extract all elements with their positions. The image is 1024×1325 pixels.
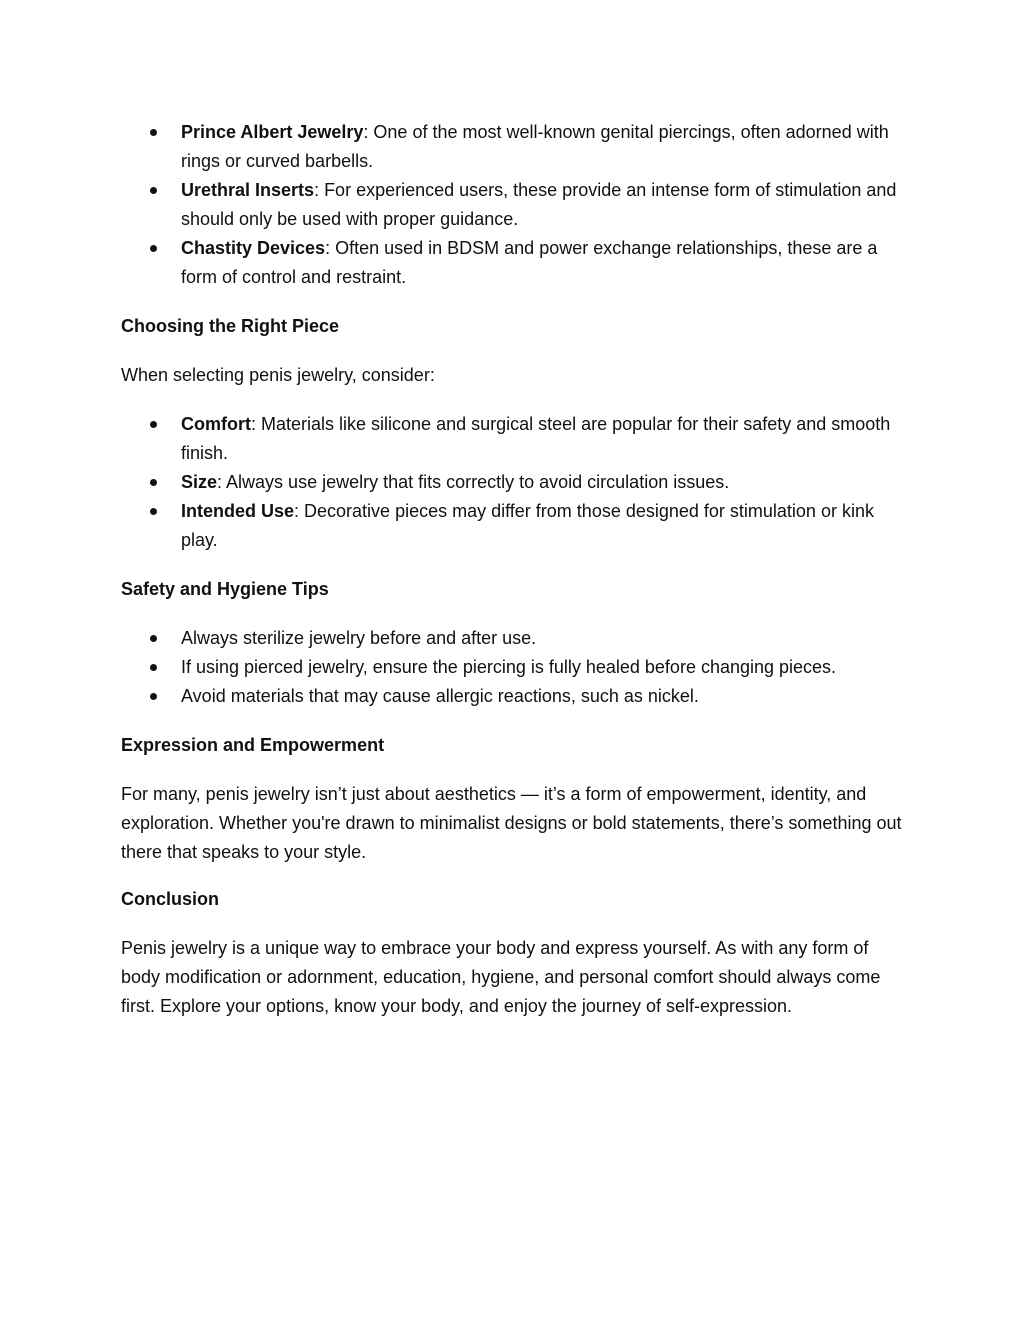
expression-paragraph: For many, penis jewelry isn’t just about aesthetics — it’s a form of empowerment, identity, and exploration. Whether you're drawn to minimalist designs or bold statements, there’s something out there that speaks to your style. [121,784,902,862]
document-page [121,118,906,1021]
section-heading-choosing: Choosing the Right Piece [121,316,340,336]
bullet-icon [150,508,157,515]
item-term: Size [181,472,218,492]
bullet-icon [150,129,157,136]
list-item [121,118,906,176]
bullet-icon [150,479,157,486]
item-text: : Always use jewelry that fits correctly to avoid circulation issues. [217,472,730,492]
choosing-list [121,410,906,555]
item-term: Comfort [181,414,251,434]
bullet-icon [150,421,157,428]
bullet-icon [150,245,157,252]
bullet-icon [150,187,157,194]
item-text: : Decorative pieces may differ from those designed for stimulation or kink play. [181,501,874,550]
bullet-icon [150,635,157,642]
list-item [121,234,906,292]
list-item [121,468,906,497]
item-term: Prince Albert Jewelry [181,122,364,142]
conclusion-paragraph: Penis jewelry is a unique way to embrace your body and express yourself. As with any form of body modification or adornment, education, hygiene, and personal comfort should always come first. Explore your options, know your body, and enjoy the journey of self-expression. [121,938,881,1016]
section-heading-safety: Safety and Hygiene Tips [121,579,329,599]
item-term: Urethral Inserts [181,180,315,200]
bullet-icon [150,693,157,700]
list-item [121,624,906,653]
list-item [121,497,906,555]
list-item [121,410,906,468]
item-text: : For experienced users, these provide an intense form of stimulation and should only be used with proper guidance. [181,180,897,229]
item-text: : Often used in BDSM and power exchange relationships, these are a form of control and restraint. [181,238,878,287]
item-term: Chastity Devices [181,238,326,258]
safety-list [121,624,906,711]
item-text: If using pierced jewelry, ensure the piercing is fully healed before changing pieces. [181,657,837,677]
list-item [121,682,906,711]
list-item [121,653,906,682]
item-term: Intended Use [181,501,295,521]
section-heading-conclusion: Conclusion [121,889,219,909]
item-text: : Materials like silicone and surgical steel are popular for their safety and smooth finish. [181,414,891,463]
list-item [121,176,906,234]
bullet-icon [150,664,157,671]
item-text: Always sterilize jewelry before and after use. [181,628,537,648]
item-text: : One of the most well-known genital piercings, often adorned with rings or curved barbells. [181,122,889,171]
choosing-intro: When selecting penis jewelry, consider: [121,365,435,385]
jewelry-types-list [121,118,906,292]
item-text: Avoid materials that may cause allergic reactions, such as nickel. [181,686,699,706]
section-heading-expression: Expression and Empowerment [121,735,385,755]
